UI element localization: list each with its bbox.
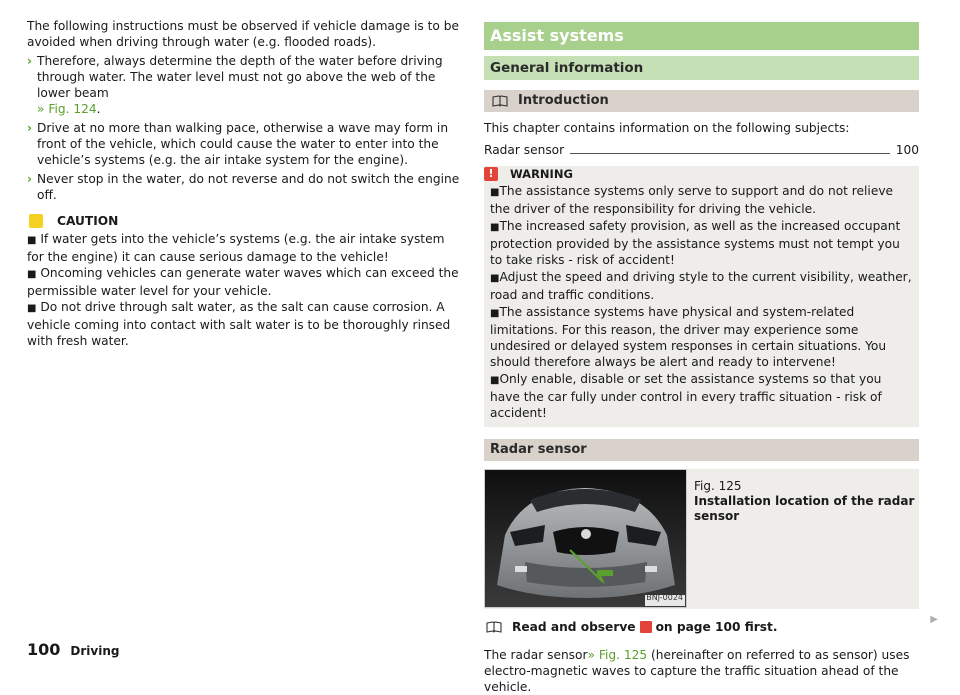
caution-header — [27, 213, 463, 229]
section-heading-assist-systems: Assist systems — [484, 22, 919, 50]
caution-text: Do not drive through salt water, as the salt can cause corrosion. A vehicle coming into contact with salt water is to be thoroughly rinsed with fresh water. — [27, 300, 451, 348]
caution-icon — [29, 214, 43, 228]
exclamation-icon: ! — [484, 167, 498, 181]
chevron-right-icon: › — [27, 121, 33, 135]
toc-leader — [570, 153, 890, 154]
figure-caption — [694, 479, 919, 524]
square-bullet-icon: ■ — [27, 269, 37, 280]
fig-125-link[interactable]: » Fig. 125 — [587, 648, 648, 662]
read-prefix: Read and observe — [512, 620, 636, 634]
warning-item — [490, 304, 913, 370]
subsection-heading-general: General information — [484, 56, 919, 80]
car-front-image — [484, 469, 687, 608]
toc-page: 100 — [895, 143, 919, 157]
left-column — [27, 18, 463, 349]
caution-text: If water gets into the vehicle’s systems (e.g. the air intake system for the engine) it can cause serious damage to the vehicle! — [27, 232, 445, 264]
caution-item — [27, 265, 463, 299]
warning-text: Only enable, disable or set the assistance systems so that you have the car fully under control in every traffic situation - risk of accident! — [490, 372, 882, 420]
exclamation-icon — [640, 621, 652, 633]
figure-title: Installation location of the radar sensor — [694, 494, 915, 523]
chevron-right-icon: › — [27, 172, 33, 186]
radar-description — [484, 647, 919, 695]
continue-arrow-icon: ▶ — [930, 614, 938, 625]
warning-text: The increased safety provision, as well as the increased occupant protection provided by the assistance systems must not tempt you to take risks - risk of accident! — [490, 219, 901, 267]
square-bullet-icon: ■ — [27, 235, 37, 246]
read-and-observe — [484, 619, 919, 635]
caution-item — [27, 231, 463, 265]
introduction-heading — [484, 90, 919, 112]
bullet-text: Never stop in the water, do not reverse and do not switch the engine off. — [37, 172, 460, 202]
square-bullet-icon: ■ — [490, 187, 500, 198]
read-suffix: on page 100 first. — [655, 620, 778, 634]
warning-header — [484, 166, 913, 182]
square-bullet-icon: ■ — [490, 308, 500, 319]
page-number: 100 — [27, 640, 61, 659]
list-item — [27, 171, 463, 203]
right-column — [484, 18, 919, 695]
bullet-text: Therefore, always determine the depth of the water before driving through water. The water level must not go above the web of the lower beam — [37, 54, 443, 100]
list-item: › Therefore, always determine the depth of the water before driving through water. The water level must not go above the web of the lower beam » Fig. 124. — [27, 54, 443, 116]
figure-box — [484, 469, 919, 609]
warning-item — [490, 269, 913, 303]
page-footer — [27, 640, 119, 659]
warning-item — [490, 183, 913, 217]
footer-section-title: Driving — [70, 644, 120, 658]
square-bullet-icon: ■ — [27, 303, 37, 314]
image-code: BNJ-0024 — [646, 593, 683, 602]
book-icon — [492, 95, 508, 107]
bullet-text: Drive at no more than walking pace, otherwise a wave may form in front of the vehicle, which could cause the water to enter into the vehicle’s systems (e.g. the air intake system for the engine). — [37, 121, 449, 167]
radar-sensor-heading: Radar sensor — [484, 439, 919, 461]
caution-text: Oncoming vehicles can generate water waves which can exceed the permissible water level for your vehicle. — [27, 266, 459, 298]
chevron-right-icon: › — [27, 54, 33, 68]
water-intro: The following instructions must be observed if vehicle damage is to be avoided when driving through water (e.g. flooded roads). — [27, 19, 459, 49]
chapter-intro: This chapter contains information on the following subjects: — [484, 121, 850, 135]
warning-text: Adjust the speed and driving style to the current visibility, weather, road and traffic conditions. — [490, 270, 912, 302]
introduction-title: Introduction — [518, 93, 609, 108]
warning-box — [484, 166, 919, 427]
caution-title: CAUTION — [57, 214, 119, 228]
car-illustration — [485, 470, 686, 607]
radar-text: (hereinafter on referred to as sensor) uses electro-magnetic waves to capture the traffic situation ahead of the vehicle. — [484, 648, 910, 694]
fig-124-link[interactable]: » Fig. 124 — [37, 102, 97, 116]
figure-label: Fig. 125 — [694, 479, 742, 493]
warning-text: The assistance systems have physical and system-related limitations. For this reason, the driver may experience some undesired or delayed system responses in certain situations. You should therefore always be alert and ready to intervene! — [490, 305, 887, 369]
warning-title: WARNING — [510, 167, 573, 181]
toc-item-label[interactable]: Radar sensor — [484, 143, 565, 157]
caution-item — [27, 299, 463, 349]
book-icon — [486, 621, 502, 633]
warning-item — [490, 218, 913, 268]
warning-item — [490, 371, 913, 421]
radar-text: The radar sensor — [484, 648, 588, 662]
square-bullet-icon: ■ — [490, 273, 500, 284]
list-item — [27, 120, 463, 168]
toc-entry[interactable] — [484, 142, 919, 158]
warning-text: The assistance systems only serve to support and do not relieve the driver of the responsibility for driving the vehicle. — [490, 184, 894, 216]
square-bullet-icon: ■ — [490, 222, 500, 233]
square-bullet-icon: ■ — [490, 375, 500, 386]
